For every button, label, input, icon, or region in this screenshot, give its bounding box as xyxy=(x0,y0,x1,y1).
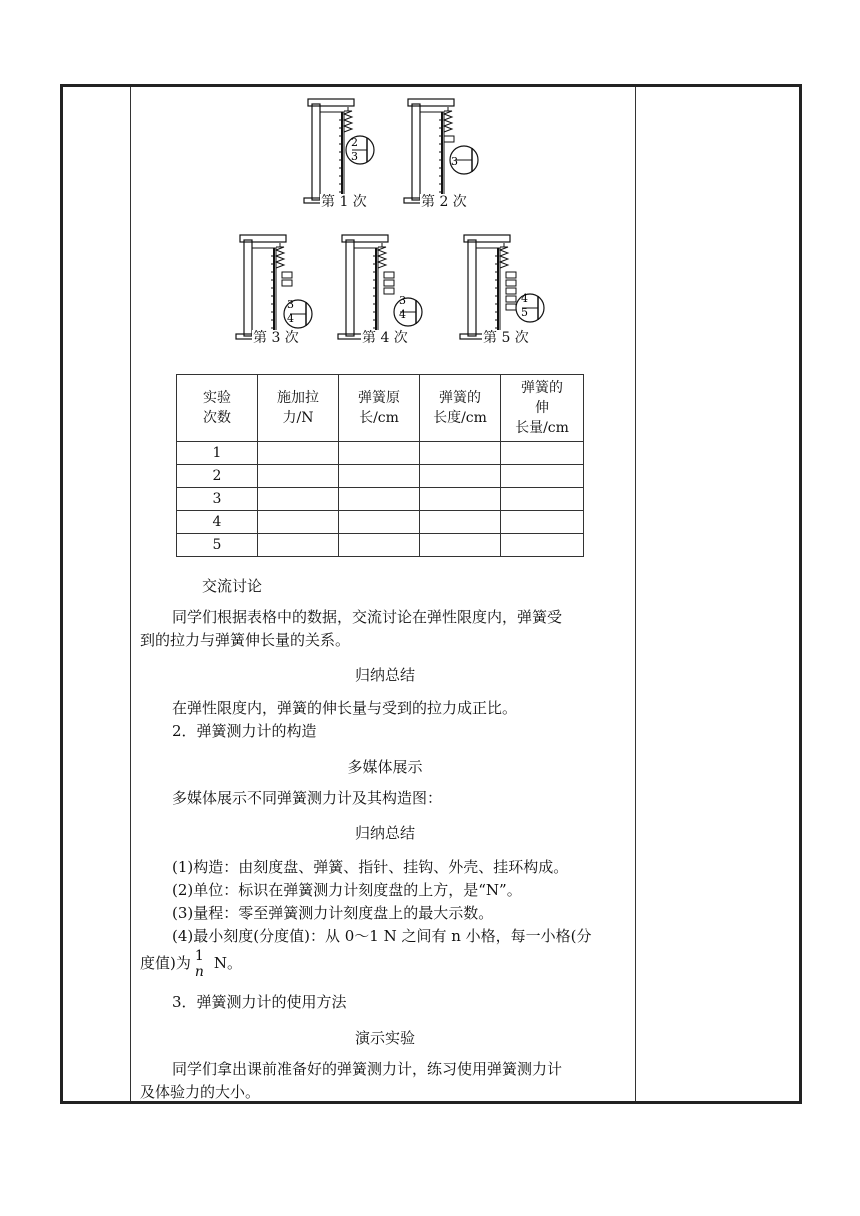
fraction-denominator: n xyxy=(194,964,204,980)
fraction-1-over-n xyxy=(195,948,204,980)
stand-1-mark-a: 2 xyxy=(351,136,358,149)
header-trial: 实验 次数 xyxy=(177,375,258,442)
cell[interactable] xyxy=(258,511,339,534)
stand-4-mark-a: 3 xyxy=(399,294,406,307)
row-number: 4 xyxy=(177,511,258,534)
stand-3-mark-b: 4 xyxy=(287,312,294,325)
header-length: 弹簧的 长度/cm xyxy=(420,375,501,442)
heading-summary-1: 归纳总结 xyxy=(354,666,415,684)
stand-2-mark: 3 xyxy=(451,155,458,168)
heading-summary-2: 归纳总结 xyxy=(354,824,415,842)
stand-2 xyxy=(404,99,478,203)
table-row xyxy=(177,442,584,465)
item-min-scale-cont xyxy=(140,948,242,980)
table-row xyxy=(177,465,584,488)
cell[interactable] xyxy=(420,534,501,557)
spring-experiment-figure xyxy=(0,0,860,360)
heading-multimedia: 多媒体展示 xyxy=(347,758,423,776)
table-row xyxy=(177,488,584,511)
cell[interactable] xyxy=(339,534,420,557)
discussion-line-1: 同学们根据表格中的数据，交流讨论在弹性限度内，弹簧受 xyxy=(172,608,563,626)
cell[interactable] xyxy=(501,442,584,465)
discussion-line-2: 到的拉力与弹簧伸长量的关系。 xyxy=(140,631,351,649)
experiment-table xyxy=(176,374,584,557)
row-number: 2 xyxy=(177,465,258,488)
header-extension: 弹簧的 伸 长量/cm xyxy=(501,375,584,442)
header-original-length: 弹簧原 长/cm xyxy=(339,375,420,442)
summary-1-text: 在弹性限度内，弹簧的伸长量与受到的拉力成正比。 xyxy=(172,699,518,717)
cell[interactable] xyxy=(420,465,501,488)
item-min-scale-text: 度值)为 xyxy=(140,954,191,972)
caption-trial-2: 第 2 次 xyxy=(421,194,467,210)
cell[interactable] xyxy=(501,465,584,488)
stand-1-mark-b: 3 xyxy=(351,150,358,163)
cell[interactable] xyxy=(420,442,501,465)
row-number: 1 xyxy=(177,442,258,465)
stand-4-mark-b: 4 xyxy=(399,308,406,321)
row-number: 3 xyxy=(177,488,258,511)
multimedia-text: 多媒体展示不同弹簧测力计及其构造图： xyxy=(172,789,443,807)
item-unit: (2)单位：标识在弹簧测力计刻度盘的上方，是“N”。 xyxy=(172,881,522,899)
stand-5 xyxy=(460,235,544,339)
caption-trial-3: 第 3 次 xyxy=(253,330,299,346)
stand-1 xyxy=(304,99,374,203)
section-3-title: 3．弹簧测力计的使用方法 xyxy=(172,993,347,1011)
row-number: 5 xyxy=(177,534,258,557)
cell[interactable] xyxy=(501,488,584,511)
caption-trial-5: 第 5 次 xyxy=(483,330,529,346)
cell[interactable] xyxy=(339,511,420,534)
section-2-title: 2．弹簧测力计的构造 xyxy=(172,722,317,740)
item-construction: (1)构造：由刻度盘、弹簧、指针、挂钩、外壳、挂环构成。 xyxy=(172,858,569,876)
table-row xyxy=(177,534,584,557)
stand-3 xyxy=(236,235,312,339)
table-header-row xyxy=(177,375,584,442)
demo-line-1: 同学们拿出课前准备好的弹簧测力计，练习使用弹簧测力计 xyxy=(172,1060,563,1078)
table-row xyxy=(177,511,584,534)
cell[interactable] xyxy=(339,488,420,511)
stand-3-mark-a: 3 xyxy=(287,298,294,311)
stand-4 xyxy=(338,235,422,339)
cell[interactable] xyxy=(258,442,339,465)
header-force: 施加拉 力/N xyxy=(258,375,339,442)
item-min-scale: (4)最小刻度(分度值)：从 0～1 N 之间有 n 小格，每一小格(分 xyxy=(172,927,592,945)
cell[interactable] xyxy=(420,488,501,511)
cell[interactable] xyxy=(501,534,584,557)
cell[interactable] xyxy=(339,442,420,465)
cell[interactable] xyxy=(420,511,501,534)
item-range: (3)量程：零至弹簧测力计刻度盘上的最大示数。 xyxy=(172,904,494,922)
caption-trial-4: 第 4 次 xyxy=(362,330,408,346)
heading-discussion: 交流讨论 xyxy=(202,577,263,595)
cell[interactable] xyxy=(339,465,420,488)
cell[interactable] xyxy=(258,465,339,488)
cell[interactable] xyxy=(258,534,339,557)
cell[interactable] xyxy=(258,488,339,511)
cell[interactable] xyxy=(501,511,584,534)
caption-trial-1: 第 1 次 xyxy=(321,194,367,210)
stand-5-mark-b: 5 xyxy=(521,306,528,319)
heading-demo: 演示实验 xyxy=(354,1029,415,1047)
fraction-numerator: 1 xyxy=(194,948,204,964)
demo-line-2: 及体验力的大小。 xyxy=(140,1083,261,1101)
stand-5-mark-a: 4 xyxy=(521,292,528,305)
item-min-scale-unit: N。 xyxy=(213,954,243,972)
